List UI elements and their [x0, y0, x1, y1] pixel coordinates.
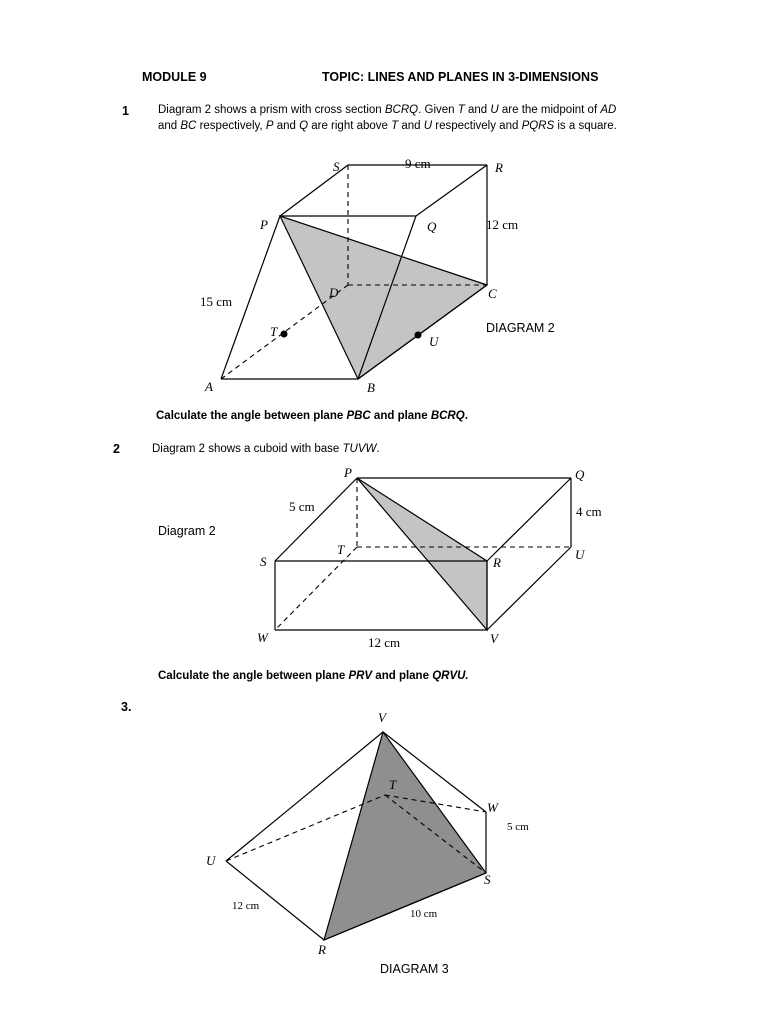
label-t: T	[337, 542, 345, 557]
label-s: S	[333, 159, 340, 174]
label-u: U	[206, 853, 216, 868]
text-run: BCRQ	[384, 104, 419, 116]
label-b: B	[367, 380, 375, 395]
label-v: V	[378, 710, 386, 725]
question-2-number: 2	[113, 442, 120, 456]
text-run: are the midpoint of	[498, 104, 601, 116]
text-run: U	[490, 104, 499, 116]
label-a: A	[205, 379, 213, 394]
plane-vrs-shading	[324, 732, 486, 940]
text-run: BC	[180, 119, 197, 132]
label-t: T	[389, 777, 397, 792]
diagram-2-caption: Diagram 2	[158, 524, 216, 538]
text-run: P	[265, 119, 274, 132]
text-run: T	[391, 119, 399, 132]
text-run: are right above	[308, 119, 392, 132]
label-w: W	[257, 630, 268, 645]
dim-12cm: 12 cm	[368, 635, 401, 650]
text-run: . Given	[418, 104, 458, 116]
dim-4cm: 4 cm	[576, 504, 602, 519]
text-run: and	[273, 119, 300, 132]
text-run: .	[376, 443, 380, 455]
text-run: and	[398, 119, 424, 132]
text-run: and	[158, 119, 181, 132]
text-run: Q	[299, 119, 309, 132]
label-u: U	[429, 334, 439, 349]
text-run: Calculate the angle between plane	[156, 410, 347, 422]
text-run: PQRS	[521, 119, 555, 132]
diagram-3-caption: DIAGRAM 3	[380, 962, 449, 976]
dim-9cm: 9 cm	[405, 156, 431, 171]
text-run: respectively and	[432, 119, 522, 132]
text-run: Calculate the angle between plane	[158, 670, 349, 682]
text-run: and plane	[372, 670, 433, 682]
label-p: P	[260, 217, 268, 232]
text-run: PRV	[348, 670, 373, 682]
text-run: QRVU.	[432, 670, 469, 682]
text-run: TUVW	[342, 443, 377, 455]
text-run: AD	[600, 104, 617, 116]
label-t: T	[270, 324, 278, 339]
text-run: and plane	[370, 410, 431, 422]
text-run: respectively,	[196, 119, 266, 132]
label-r: R	[318, 942, 326, 957]
text-run: and	[464, 104, 491, 116]
text-run: U	[423, 119, 433, 132]
label-r: R	[495, 160, 503, 175]
label-r: R	[493, 555, 501, 570]
label-p: P	[344, 465, 352, 480]
diagram-1-caption: DIAGRAM 2	[486, 321, 555, 335]
text-run: T	[457, 104, 465, 116]
label-s: S	[260, 554, 267, 569]
text-run: BCRQ	[430, 410, 465, 422]
text-run: Diagram 2 shows a prism with cross section	[158, 104, 385, 116]
question-1-number: 1	[122, 104, 129, 118]
dim-5cm: 5 cm	[507, 821, 529, 833]
text-run: .	[464, 410, 468, 422]
label-s: S	[484, 872, 491, 887]
label-q: Q	[427, 219, 437, 234]
dim-15cm: 15 cm	[200, 294, 233, 309]
module-title: MODULE 9	[142, 70, 207, 84]
label-d: D	[329, 285, 339, 300]
label-v: V	[490, 631, 498, 646]
text-run: is a square.	[554, 119, 617, 132]
label-u: U	[575, 547, 585, 562]
label-c: C	[488, 286, 497, 301]
text-run: PBC	[346, 410, 371, 422]
dim-12cm: 12 cm	[486, 217, 519, 232]
question-3-number: 3.	[121, 700, 132, 714]
dim-10cm: 10 cm	[410, 908, 438, 920]
label-w: W	[487, 800, 498, 815]
topic-title: TOPIC: LINES AND PLANES IN 3-DIMENSIONS	[322, 70, 599, 84]
label-q: Q	[575, 467, 585, 482]
dim-5cm: 5 cm	[289, 499, 315, 514]
dim-12cm: 12 cm	[232, 900, 260, 912]
text-run: Diagram 2 shows a cuboid with base	[152, 443, 343, 455]
